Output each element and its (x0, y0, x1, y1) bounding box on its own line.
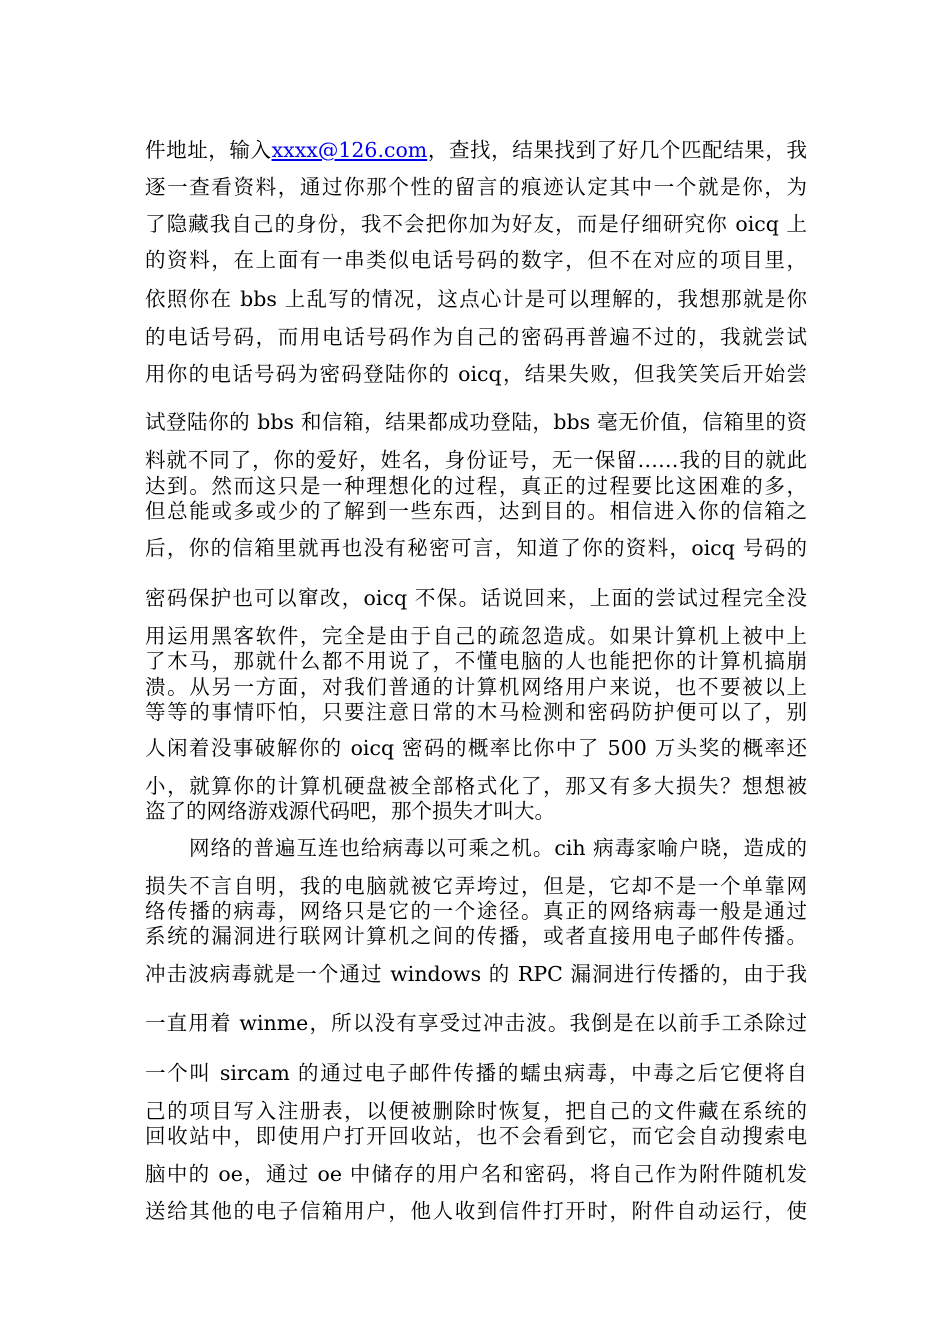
text-line: 送给其他的电子信箱用户，他人收到信件打开时，附件自动运行，使 (145, 1199, 807, 1223)
text-line: 盗了的网络游戏源代码吧，那个损失才叫大。 (145, 799, 555, 823)
text-line: 达到。然而这只是一种理想化的过程，真正的过程要比这困难的多， (145, 474, 807, 498)
text-segment: 件地址，输入 (145, 138, 272, 162)
text-segment: ，查找，结果找到了好几个匹配结果，我 (427, 138, 808, 162)
text-line: 冲击波病毒就是一个通过 windows 的 RPC 漏洞进行传播的，由于我 (145, 962, 807, 986)
text-line: 脑中的 oe，通过 oe 中储存的用户名和密码，将自己作为附件随机发 (145, 1162, 807, 1186)
text-line: 密码保护也可以窜改，oicq 不保。话说回来，上面的尝试过程完全没 (145, 586, 807, 610)
text-line: 料就不同了，你的爱好，姓名，身份证号，无一保留……我的目的就此 (145, 448, 807, 472)
text-line: 但总能或多或少的了解到一些东西，达到目的。相信进入你的信箱之 (145, 499, 807, 523)
text-line: 了隐藏我自己的身份，我不会把你加为好友，而是仔细研究你 oicq 上 (145, 212, 807, 236)
text-line: 溃。从另一方面，对我们普通的计算机网络用户来说，也不要被以上 (145, 675, 807, 699)
text-line: 的资料，在上面有一串类似电话号码的数字，但不在对应的项目里， (145, 248, 807, 272)
text-line: 网络的普遍互连也给病毒以可乘之机。cih 病毒家喻户晓，造成的 (189, 836, 807, 860)
text-line: 等等的事情吓怕，只要注意日常的木马检测和密码防护便可以了，别 (145, 700, 807, 724)
email-link[interactable]: xxxx@126.com (271, 138, 428, 162)
text-line: 了木马，那就什么都不用说了，不懂电脑的人也能把你的计算机搞崩 (145, 649, 807, 673)
text-line: 试登陆你的 bbs 和信箱，结果都成功登陆，bbs 毫无价值，信箱里的资 (145, 410, 807, 434)
text-line: 络传播的病毒，网络只是它的一个途径。真正的网络病毒一般是通过 (145, 899, 807, 923)
text-line: 一直用着 winme，所以没有享受过冲击波。我倒是在以前手工杀除过 (145, 1011, 807, 1035)
text-line: 人闲着没事破解你的 oicq 密码的概率比你中了 500 万头奖的概率还 (145, 736, 807, 760)
text-line: 的电话号码，而用电话号码作为自己的密码再普遍不过的，我就尝试 (145, 325, 807, 349)
text-line: 依照你在 bbs 上乱写的情况，这点心计是可以理解的，我想那就是你 (145, 287, 807, 311)
text-line: 小，就算你的计算机硬盘被全部格式化了，那又有多大损失？想想被 (145, 774, 807, 798)
text-line: 一个叫 sircam 的通过电子邮件传播的蠕虫病毒，中毒之后它便将自 (145, 1061, 807, 1085)
text-line: 用运用黑客软件，完全是由于自己的疏忽造成。如果计算机上被中上 (145, 624, 807, 648)
text-line: 己的项目写入注册表，以便被删除时恢复，把自己的文件藏在系统的 (145, 1099, 807, 1123)
text-line: 回收站中，即使用户打开回收站，也不会看到它，而它会自动搜索电 (145, 1124, 807, 1148)
text-line: 后，你的信箱里就再也没有秘密可言，知道了你的资料，oicq 号码的 (145, 536, 807, 560)
text-line: 系统的漏洞进行联网计算机之间的传播，或者直接用电子邮件传播。 (145, 924, 807, 948)
text-line: 用你的电话号码为密码登陆你的 oicq，结果失败，但我笑笑后开始尝 (145, 362, 807, 386)
text-line: 逐一查看资料，通过你那个性的留言的痕迹认定其中一个就是你，为 (145, 175, 807, 199)
text-line (145, 136, 807, 164)
text-line: 损失不言自明，我的电脑就被它弄垮过，但是，它却不是一个单靠网 (145, 874, 807, 898)
